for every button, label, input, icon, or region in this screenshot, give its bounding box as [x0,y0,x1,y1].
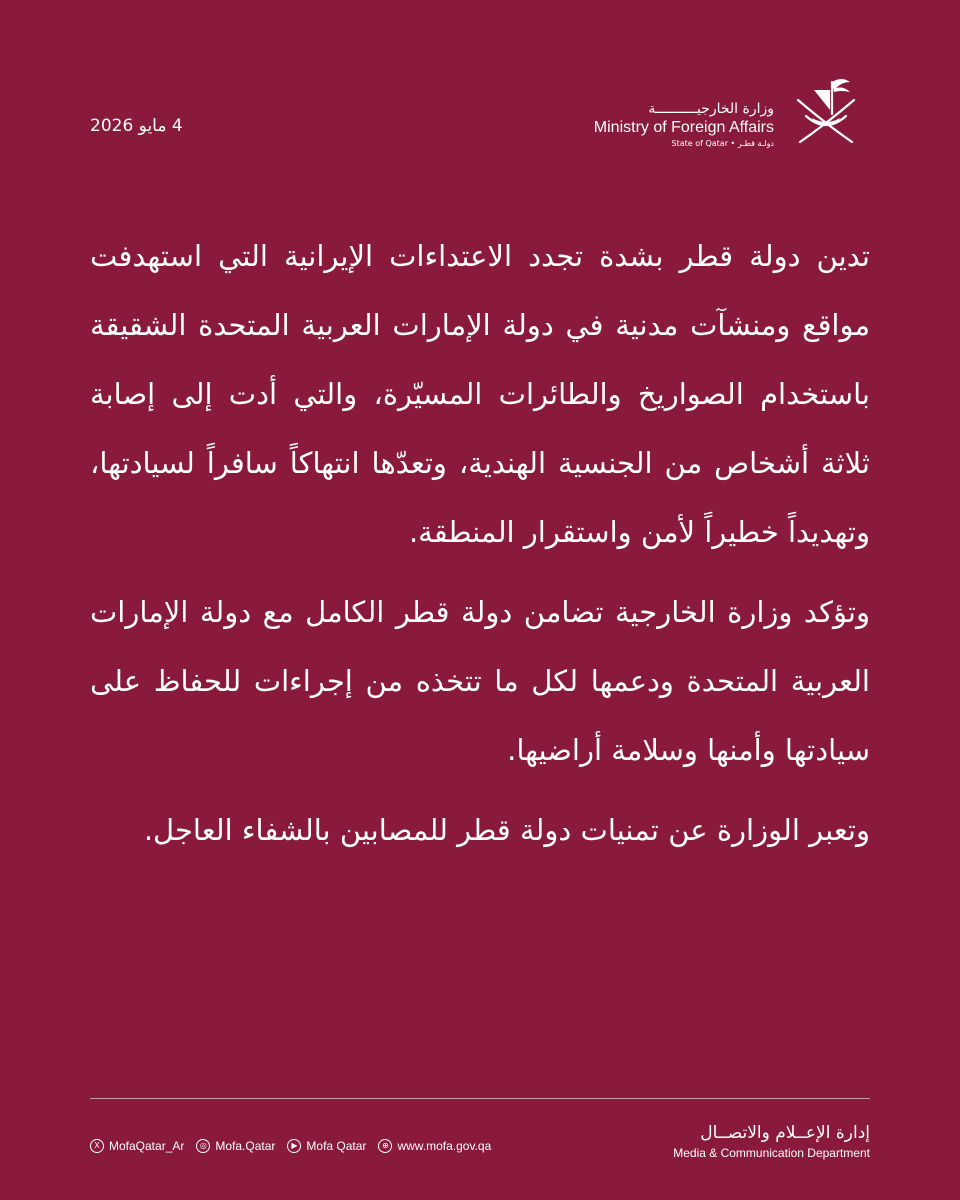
social-links [90,1139,491,1153]
department-english: Media & Communication Department [673,1146,870,1160]
statement-paragraph: تدين دولة قطر بشدة تجدد الاعتداءات الإيرانية التي استهدفت مواقع ومنشآت مدنية في دولة الإمارات العربية المتحدة الشقيقة باستخدام الصواريخ والطائرات المسيّرة، والتي أدت إلى إصابة ثلاثة أشخاص من الجنسية الهندية، وتعدّها انتهاكاً سافراً لسيادتها، وتهديداً خطيراً لأمن واستقرار المنطقة. [90,239,870,549]
footer-divider [90,1098,870,1099]
logo-state-line: State of Qatar • دولـة قطـر [671,139,774,148]
x-icon: X [90,1139,104,1153]
social-link-website[interactable] [378,1139,491,1153]
statement-paragraph: وتعبر الوزارة عن تمنيات دولة قطر للمصابين بالشفاء العاجل. [143,813,870,847]
department-signature [673,1122,870,1162]
ministry-logo [594,70,868,154]
logo-text [594,70,774,150]
social-label: Mofa Qatar [306,1139,367,1153]
youtube-icon: ▶ [287,1139,301,1153]
department-arabic: إدارة الإعــلام والاتصــال [700,1123,870,1143]
social-link-youtube[interactable] [287,1139,366,1153]
statement-body [90,222,870,876]
instagram-icon: ◎ [196,1139,210,1153]
social-label: www.mofa.gov.qa [397,1139,492,1153]
logo-english-name: Ministry of Foreign Affairs [593,119,774,136]
social-label: MofaQatar_Ar [109,1139,185,1153]
social-link-x[interactable] [90,1139,184,1153]
qatar-emblem-icon [784,70,868,154]
logo-arabic-name: وزارة الخارجيــــــــــة [648,101,774,117]
social-link-instagram[interactable] [196,1139,275,1153]
social-label: Mofa.Qatar [215,1139,276,1153]
globe-icon: ⊕ [378,1139,392,1153]
date: 4 مايو 2026 [90,116,183,136]
statement-paragraph: وتؤكد وزارة الخارجية تضامن دولة قطر الكامل مع دولة الإمارات العربية المتحدة ودعمها لكل ما تتخذه من إجراءات للحفاظ على سيادتها وأمنها وسلامة أراضيها. [90,595,870,767]
